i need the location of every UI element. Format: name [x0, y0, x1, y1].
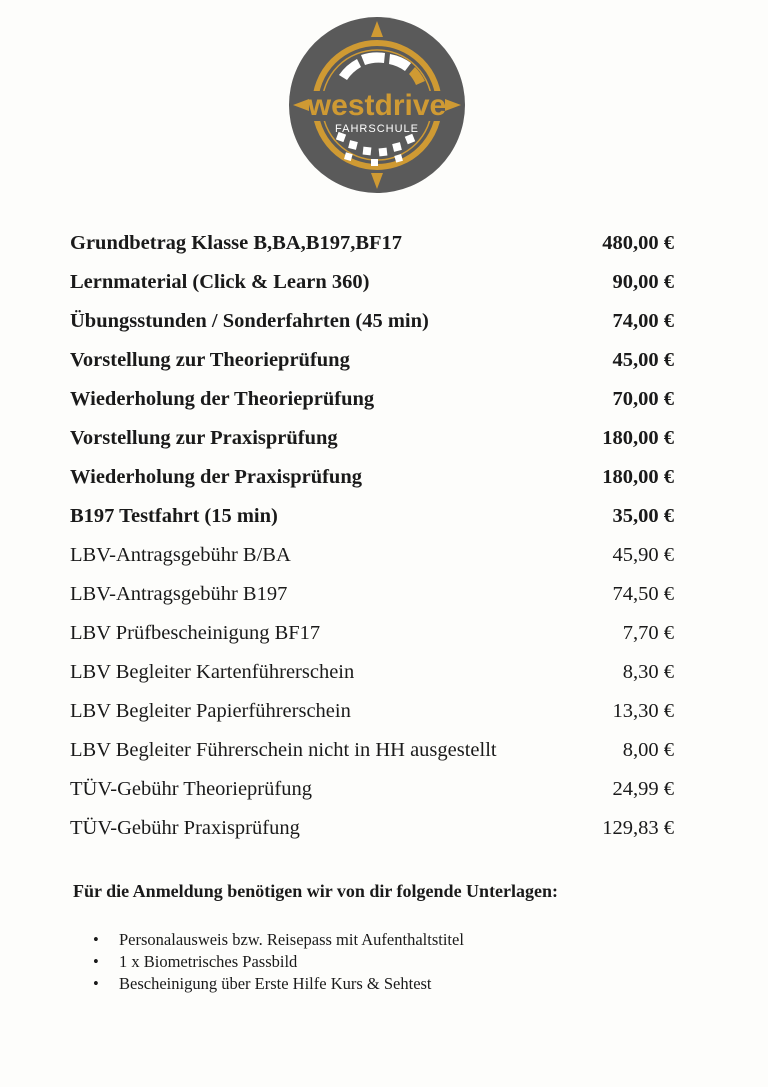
price-row — [70, 419, 674, 458]
price-row-label: Lernmaterial (Click & Learn 360) — [70, 271, 370, 293]
document-item: • Personalausweis bzw. Reisepass mit Aufenthaltstitel — [93, 929, 464, 951]
price-row-label: LBV Begleiter Führerschein nicht in HH ausgestellt — [70, 739, 497, 761]
price-row — [70, 614, 674, 653]
price-row-amount: 70,00 € — [612, 388, 674, 410]
price-row — [70, 497, 674, 536]
price-row-amount: 7,70 € — [622, 622, 674, 644]
price-row-amount: 8,00 € — [622, 739, 674, 761]
price-row — [70, 536, 674, 575]
price-row-amount: 13,30 € — [612, 700, 674, 722]
price-list — [70, 224, 674, 848]
price-row-amount: 8,30 € — [622, 661, 674, 683]
price-row — [70, 731, 674, 770]
document-item: • 1 x Biometrisches Passbild — [93, 951, 464, 973]
price-row-amount: 24,99 € — [612, 778, 674, 800]
price-row — [70, 809, 674, 848]
price-row-amount: 90,00 € — [612, 271, 674, 293]
price-row-amount: 180,00 € — [602, 466, 674, 488]
price-row-label: LBV Begleiter Papierführerschein — [70, 700, 351, 722]
price-row-label: TÜV-Gebühr Praxisprüfung — [70, 817, 300, 839]
price-row — [70, 653, 674, 692]
price-row-amount: 129,83 € — [602, 817, 674, 839]
documents-list — [93, 929, 464, 995]
price-row — [70, 458, 674, 497]
price-row — [70, 224, 674, 263]
price-row — [70, 263, 674, 302]
document-item: • Bescheinigung über Erste Hilfe Kurs & Sehtest — [93, 973, 464, 995]
price-row-amount: 480,00 € — [602, 232, 674, 254]
price-row-label: LBV Prüfbescheinigung BF17 — [70, 622, 321, 644]
price-row-amount: 180,00 € — [602, 427, 674, 449]
price-row-amount: 45,00 € — [612, 349, 674, 371]
price-row-amount: 74,50 € — [612, 583, 674, 605]
price-row-amount: 45,90 € — [612, 544, 674, 566]
price-row-label: Wiederholung der Theorieprüfung — [70, 388, 375, 410]
price-row-label: LBV Begleiter Kartenführerschein — [70, 661, 355, 683]
price-row — [70, 575, 674, 614]
westdrive-logo — [287, 15, 467, 195]
price-row — [70, 692, 674, 731]
price-row-label: Vorstellung zur Praxisprüfung — [70, 427, 338, 449]
price-row — [70, 770, 674, 809]
price-row-label: Übungsstunden / Sonderfahrten (45 min) — [70, 310, 429, 332]
price-row — [70, 302, 674, 341]
price-row-label: B197 Testfahrt (15 min) — [70, 505, 278, 527]
price-row-amount: 74,00 € — [612, 310, 674, 332]
price-row-amount: 35,00 € — [612, 505, 674, 527]
price-row-label: Wiederholung der Praxisprüfung — [70, 466, 362, 488]
documents-title: Für die Anmeldung benötigen wir von dir folgende Unterlagen: — [73, 881, 559, 901]
logo-brand-text: westdrive — [307, 89, 447, 122]
price-row-label: LBV-Antragsgebühr B/BA — [70, 544, 291, 566]
logo-subtitle-text: FAHRSCHULE — [335, 123, 419, 135]
logo-emblem — [287, 15, 467, 195]
price-row-label: LBV-Antragsgebühr B197 — [70, 583, 288, 605]
price-row — [70, 341, 674, 380]
price-row — [70, 380, 674, 419]
price-row-label: Grundbetrag Klasse B,BA,B197,BF17 — [70, 232, 403, 254]
price-row-label: Vorstellung zur Theorieprüfung — [70, 349, 350, 371]
price-row-label: TÜV-Gebühr Theorieprüfung — [70, 778, 312, 800]
